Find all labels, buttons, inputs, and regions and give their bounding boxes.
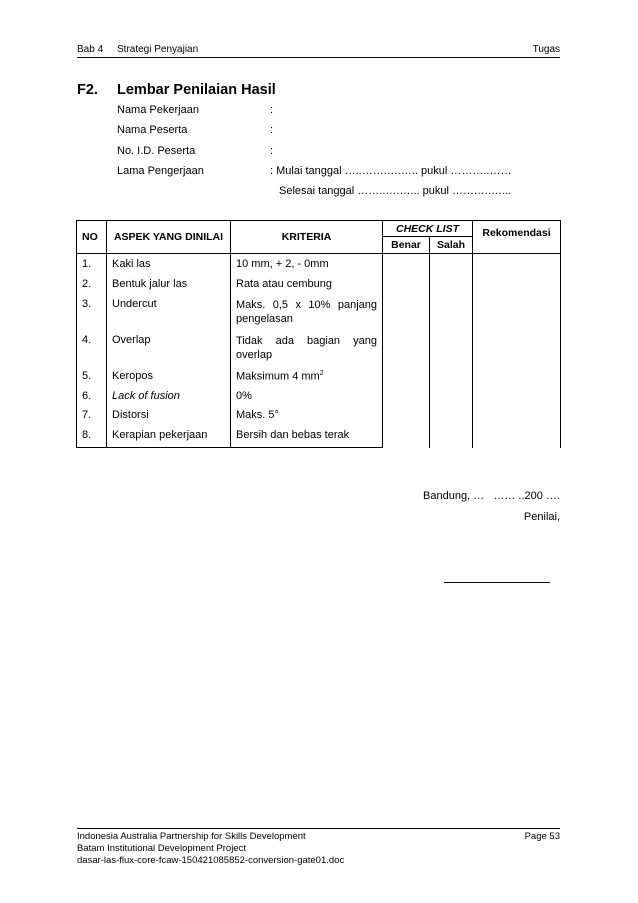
row-no: 8. bbox=[77, 425, 107, 448]
salah-cell[interactable] bbox=[430, 254, 473, 448]
signature-place-date: Bandung, … …… ..200 …. bbox=[423, 490, 560, 502]
row-kriteria: Bersih dan bebas terak bbox=[231, 425, 383, 448]
row-kriteria: Rata atau cembung bbox=[231, 275, 383, 295]
header-topic: Strategi Penyajian bbox=[117, 44, 199, 55]
rekomendasi-cell[interactable] bbox=[473, 254, 561, 448]
form-value-nama-pekerjaan: : bbox=[270, 104, 274, 116]
footer-line-2: Batam Institutional Development Project bbox=[77, 843, 246, 854]
row-aspek: Undercut bbox=[107, 295, 231, 330]
row-kriteria-sup: 2 bbox=[319, 369, 324, 377]
row-aspek: Kerapian pekerjaan bbox=[107, 425, 231, 448]
row-aspek: Bentuk jalur las bbox=[107, 275, 231, 295]
row-no: 1. bbox=[77, 254, 107, 275]
table-row bbox=[77, 254, 561, 275]
row-no: 5. bbox=[77, 365, 107, 387]
row-kriteria: Maks. 0,5 x 10% panjang pengelasan bbox=[231, 295, 383, 330]
row-aspek: Keropos bbox=[107, 365, 231, 387]
form-value-selesai: Selesai tanggal ……..….…... pukul …….….…... bbox=[279, 185, 512, 197]
col-header-checklist: CHECK LIST bbox=[383, 221, 473, 237]
form-value-nama-peserta: : bbox=[270, 124, 274, 136]
footer-rule bbox=[77, 828, 560, 829]
header-rule bbox=[77, 57, 560, 58]
footer-page: Page 53 bbox=[524, 831, 560, 842]
signature-line bbox=[444, 582, 550, 583]
col-header-benar: Benar bbox=[383, 237, 430, 254]
header-right: Tugas bbox=[532, 44, 560, 55]
signature-role: Penilai, bbox=[523, 511, 560, 523]
row-kriteria: 10 mm, + 2, - 0mm bbox=[231, 254, 383, 275]
header-chapter: Bab 4 bbox=[77, 44, 104, 55]
section-title: Lembar Penilaian Hasil bbox=[117, 82, 276, 98]
row-no: 2. bbox=[77, 275, 107, 295]
form-label-nama-pekerjaan: Nama Pekerjaan bbox=[117, 104, 199, 116]
row-no: 6. bbox=[77, 387, 107, 406]
row-kriteria: 0% bbox=[231, 387, 383, 406]
row-no: 3. bbox=[77, 295, 107, 330]
form-label-nama-peserta: Nama Peserta bbox=[117, 124, 188, 136]
row-aspek: Distorsi bbox=[107, 406, 231, 425]
row-aspek: Kaki las bbox=[107, 254, 231, 275]
row-kriteria: Tidak ada bagian yang overlap bbox=[231, 330, 383, 365]
assessment-table bbox=[76, 220, 561, 448]
col-header-rekomendasi: Rekomendasi bbox=[473, 221, 561, 254]
row-kriteria: Maksimum 4 mm bbox=[236, 370, 320, 383]
section-code: F2. bbox=[77, 82, 98, 98]
form-label-lama-pengerjaan: Lama Pengerjaan bbox=[117, 165, 204, 177]
form-label-id-peserta: No. I.D. Peserta bbox=[117, 145, 196, 157]
form-value-id-peserta: : bbox=[270, 145, 274, 157]
row-no: 7. bbox=[77, 406, 107, 425]
benar-cell[interactable] bbox=[383, 254, 430, 448]
col-header-kriteria: KRITERIA bbox=[231, 221, 383, 254]
form-value-lama-pengerjaan: : Mulai tanggal …..…….….….. pukul ………..…… bbox=[270, 165, 512, 177]
row-kriteria: Maks. 5° bbox=[231, 406, 383, 425]
row-no: 4. bbox=[77, 330, 107, 365]
col-header-salah: Salah bbox=[430, 237, 473, 254]
footer-line-1: Indonesia Australia Partnership for Skills Development bbox=[77, 831, 306, 842]
row-aspek: Overlap bbox=[107, 330, 231, 365]
row-aspek: Lack of fusion bbox=[107, 387, 231, 406]
col-header-aspek: ASPEK YANG DINILAI bbox=[107, 221, 231, 254]
footer-line-3: dasar-las-flux-core-fcaw-150421085852-conversion-gate01.doc bbox=[77, 855, 345, 866]
col-header-no: NO bbox=[77, 221, 107, 254]
row-kriteria-cell bbox=[231, 365, 383, 387]
